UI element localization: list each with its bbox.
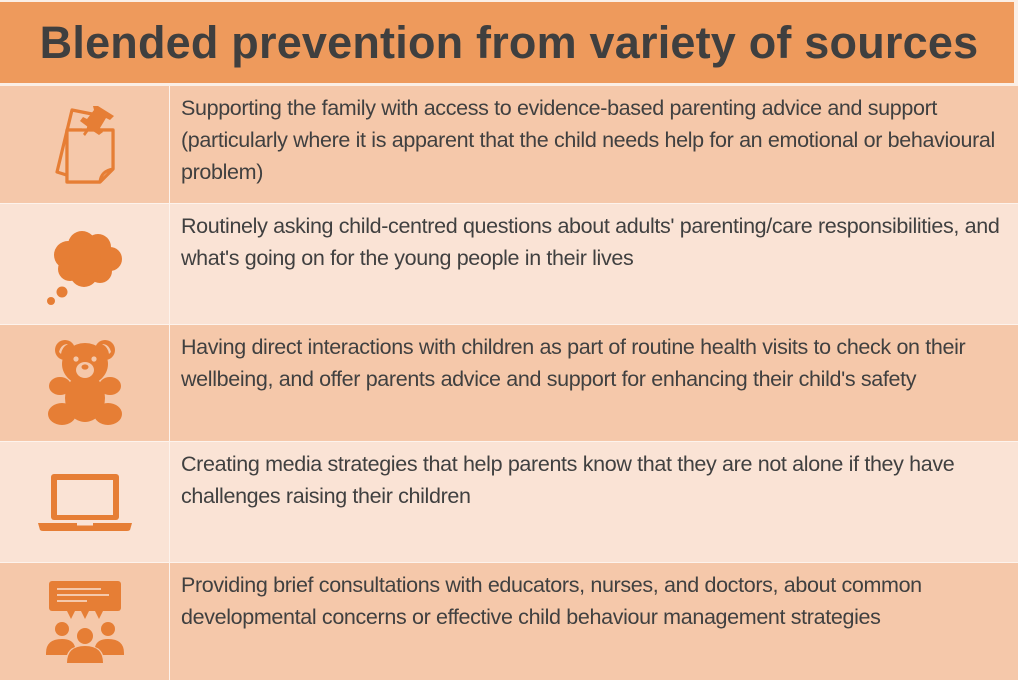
- prevention-table: [0, 86, 1018, 680]
- page-title: Blended prevention from variety of sources: [39, 16, 979, 68]
- table-row: [0, 204, 1018, 324]
- row-text: Having direct interactions with children as part of routine health visits to check on their wellbeing, and offer parents advice and support for enhancing their child's safety: [181, 335, 966, 391]
- icon-cell: [0, 563, 170, 680]
- table-row: [0, 86, 1018, 203]
- row-text: Providing brief consultations with educators, nurses, and doctors, about common developmental concerns or effective child behaviour management strategies: [181, 573, 922, 629]
- laptop-icon: [37, 472, 133, 532]
- teddy-bear-icon: [45, 338, 125, 428]
- icon-cell: [0, 442, 170, 562]
- icon-cell: [0, 86, 170, 203]
- table-row: [0, 442, 1018, 562]
- icon-cell: [0, 325, 170, 441]
- table-row: [0, 325, 1018, 441]
- row-text: Routinely asking child-centred questions about adults' parenting/care responsibilities, and what's going on for the young people in their lives: [181, 214, 1000, 270]
- sticky-notes-pushpin-icon: [40, 100, 130, 190]
- table-row: [0, 563, 1018, 680]
- icon-cell: [0, 204, 170, 324]
- row-text: Creating media strategies that help parents know that they are not alone if they have challenges raising their children: [181, 452, 955, 508]
- thought-bubble-icon: [40, 219, 130, 309]
- title-banner: [0, 2, 1014, 83]
- row-text: Supporting the family with access to evidence-based parenting advice and support (particularly where it is apparent that the child needs help for an emotional or behavioural problem): [181, 96, 995, 184]
- group-discussion-icon: [45, 579, 125, 665]
